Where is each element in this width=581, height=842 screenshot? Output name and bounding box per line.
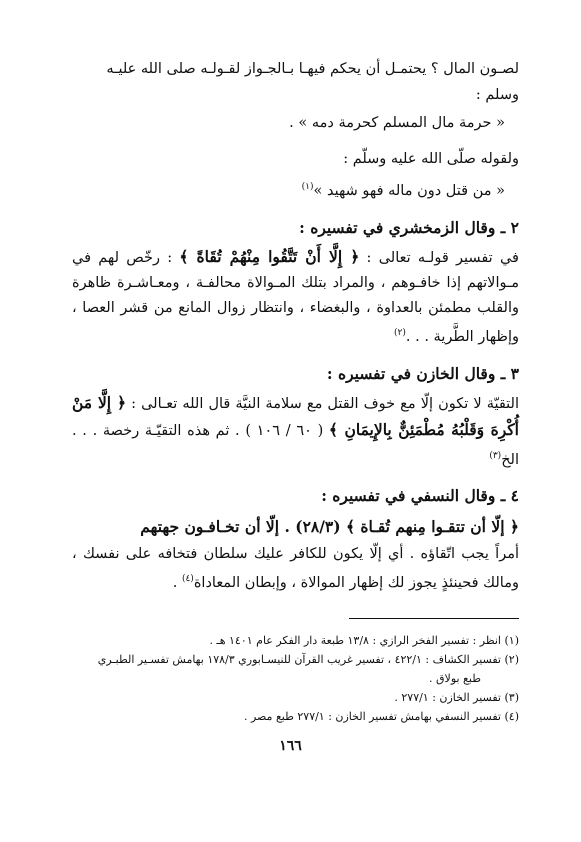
footnote-divider [349,618,519,619]
footnote-2: (٢) تفسير الكشاف : ٤٢٢/١ ، تفسير غريب القرآن للنيسـابوري ١٧٨/٣ بهامش تفسـير الطبـري [97,653,519,667]
footnotes [72,631,519,726]
hadith-quote-1: « حرمة مال المسلم كحرمة دمه » . [289,115,505,131]
page-number: ١٦٦ [279,738,302,754]
nasafi-end: . [172,575,182,592]
hadith-quote-2 [72,174,519,204]
footnote-ref-2: (٢) [394,327,406,338]
section-heading-zamakhshari: ٢ ـ وقال الزمخشري في تفسيره : [299,217,519,237]
intro-line-2: وسلم : [475,87,519,103]
khazin-intro: التقيّة لا تكون إلّا مع خوف القتل مع سلامة النيَّة قال الله تعـالى : [126,395,519,412]
section-text-khazin [72,390,519,473]
section-heading-khazin: ٣ ـ وقال الخازن في تفسيره : [326,363,519,383]
zamakhshari-intro: في تفسير قولـه تعالى : [359,249,519,266]
footnote-2-continued: طبع بولاق . [429,672,481,686]
ayah-quote: ﴿ إِلَّا أَنْ تَتَّقُوا مِنْهُمْ تُقَاةً ﴾ [179,246,360,266]
nasafi-commentary: أمراً يجب اتّقاؤه . أي إلّا يكون للكافر عليك سلطان فتخافه على نفسك ، ومالك فحينئذٍ يجوز لك إظهار الموالاة ، وإبطان المعاداة [72,546,519,592]
footnote-4: (٤) تفسير النسفي بهامش تفسير الخازن : ٢٧٧/١ طبع مصر . [243,710,519,724]
section-text-nasafi-1 [72,512,519,542]
section-heading-nasafi: ٤ ـ وقال النسفي في تفسيره : [321,486,519,506]
hadith-quote-2-text: « من قتل دون ماله فهو شهيد » [313,182,505,199]
intro-line-3: ولقوله صلّى الله عليه وسلّم : [343,151,519,167]
zamakhshari-commentary: : رخّص لهم في مـوالاتهم إذا خافـوهم ، والمراد بتلك المـوالاة محالفـة ، ومعـاشـرة ظاهرة والقلب مطمئن بالعداوة ، والبغضاء ، وانتظار زوال المانع من قشر العصا ، وإظهار الطَّرية . . . [72,249,519,345]
khazin-commentary: ( ٦٠ / ١٠٦ ) . ثم هذه التقيّـة رخصة . . . الخ [72,422,519,468]
nasafi-line-1: (٢٨/٣) . إلّا أن تخـافـون جهتهم [140,517,346,537]
footnote-ref-1: (١) [301,182,314,192]
footnote-ref-4: (٤) [181,574,194,585]
ayah-quote: ﴿ إلّا أن تتقـوا مِنهم تُقـاة ﴾ [345,517,519,537]
footnote-1: (١) انظر : تفسير الفخر الرازي : ١٣/٨ طبعة دار الفكر عام ١٤٠١ هـ . [209,634,519,648]
footnote-3: (٣) تفسير الخازن : ٢٧٧/١ . [394,691,519,705]
section-text-nasafi-2 [72,542,519,596]
intro-line-1: لصـون المال ؟ يحتمـل أن يحكم فيهـا بـالجـواز لقـولـه صلى الله عليـه [106,61,519,77]
section-text-zamakhshari [72,244,519,350]
ayah-quote: ﴿ إِلَّا مَنْ أُكْرِهَ وَقَلْبُهُ مُطْمَئِنٌّ بِالإِيمَانِ ﴾ [72,392,519,439]
footnote-ref-3: (٣) [489,450,502,461]
